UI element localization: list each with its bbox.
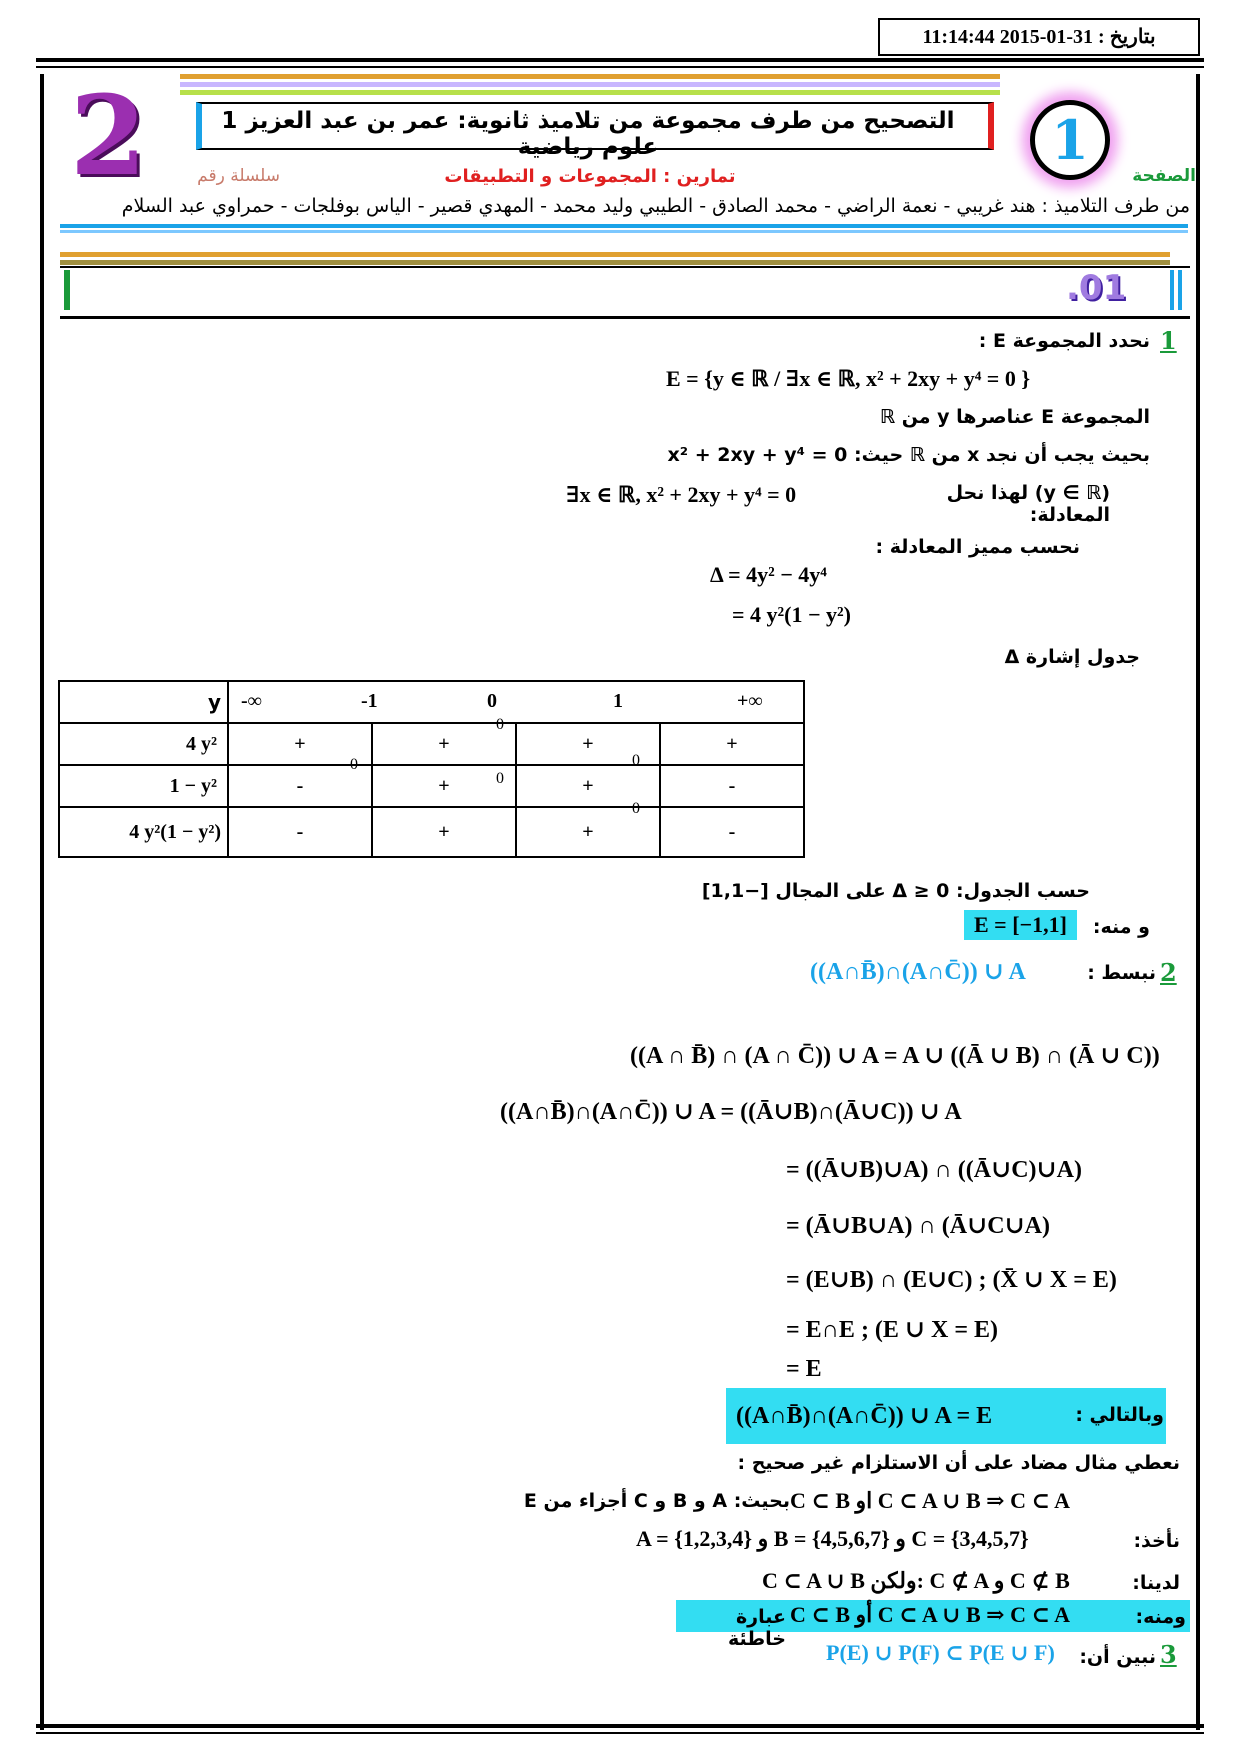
series-label: سلسلة رقم (197, 166, 280, 186)
part2-number: 2 (1160, 958, 1177, 987)
zero-mark: 0 (496, 770, 504, 787)
bottom-rule-thin (36, 1732, 1204, 1734)
zero-mark: 0 (496, 716, 504, 733)
table-row: 4 y²(1 − y²) - + + - (59, 807, 804, 857)
result-label: وبالتالي : (1075, 1404, 1164, 1426)
top-rule (36, 58, 1204, 62)
delta-line-2: = 4 y²(1 − y²) (732, 602, 851, 627)
students-list: من طرف التلاميذ : هند غريبي - نعمة الراضي - محمد الصادق - الطيبي وليد محمد - المهدي قصير - الياس بوفلجات - حمراوي عبد السلام (121, 195, 1190, 217)
zero-mark: 0 (350, 756, 358, 773)
sign-table (58, 680, 805, 858)
sign-table-label: جدول إشارة Δ (1004, 646, 1140, 668)
line-solve-label: (y ∈ ℝ) لهذا نحل المعادلة: (946, 482, 1110, 526)
frame-right (1196, 74, 1200, 1730)
derivation-step-1: ((A∩B̄)∩(A∩C̄)) ∪ A = ((Ā∪B)∩(Ā∪C)) ∪ A (500, 1099, 962, 1125)
page-label: الصفحة (1132, 166, 1196, 186)
thus-label: ومنه: (1135, 1606, 1186, 1628)
series-number-badge: 2 (70, 71, 147, 200)
line-elements: المجموعة E عناصرها y من ℝ (879, 406, 1150, 428)
conclusion-result: E = [−1,1] (964, 910, 1077, 940)
part3-statement: P(E) ∪ P(F) ⊂ P(E ∪ F) (826, 1640, 1055, 1665)
part1-number: 1 (1160, 326, 1177, 355)
zero-mark: 0 (632, 752, 640, 769)
part2-expression: ((A∩B̄)∩(A∩C̄)) ∪ A (810, 959, 1026, 985)
part3-heading: نبين أن: (1079, 1646, 1156, 1668)
set-definition: E = {y ∈ ℝ / ∃x ∈ ℝ, x² + 2xy + y⁴ = 0 } (666, 366, 1031, 391)
exercise-number: .01 (1066, 268, 1127, 308)
date-stamp: بتاريخ : 31-01-2015 11:14:44 (878, 18, 1200, 56)
top-rule-thin (36, 66, 1204, 68)
part1-heading: نحدد المجموعة E : (978, 330, 1150, 352)
derivation-step-6: = E (786, 1356, 822, 1382)
derivation-step-5: = E∩E ; (E ∪ X = E) (786, 1317, 999, 1343)
derivation-step-3: = (Ā∪B∪A) ∩ (Ā∪C∪A) (786, 1213, 1050, 1239)
derivation-step-2: = ((Ā∪B)∪A) ∩ ((Ā∪C)∪A) (786, 1157, 1082, 1183)
result-math: ((A∩B̄)∩(A∩C̄)) ∪ A = E (736, 1403, 993, 1429)
delta-line-1: Δ = 4y² − 4y⁴ (710, 562, 827, 587)
table-row: 1 − y² - + + - (59, 765, 804, 807)
conclusion-delta: حسب الجدول: Δ ≥ 0 على المجال [−1,1] (701, 880, 1090, 902)
thus-implication: C ⊂ B أو C ⊂ A ∪ B ⇒ C ⊂ A (790, 1602, 1071, 1627)
frame-left (40, 74, 44, 1730)
zero-mark: 0 (632, 800, 640, 817)
page-title: التصحيح من طرف مجموعة من تلاميذ ثانوية: عمر بن عبد العزيز 1 علوم رياضية (221, 108, 955, 160)
bottom-rule (36, 1724, 1204, 1728)
conclusion-label: و منه: (1092, 916, 1150, 938)
part2-heading: نبسط : (1087, 962, 1156, 984)
discriminant-label: نحسب مميز المعادلة : (875, 536, 1080, 558)
table-header-y: y (59, 681, 228, 723)
have-label: لدينا: (1132, 1572, 1180, 1594)
have-relations: C ⊂ A ∪ B ولكن: C ⊄ A و C ⊄ B (762, 1568, 1070, 1593)
counterexample-implication: C ⊂ B او C ⊂ A ∪ B ⇒ C ⊂ A (790, 1488, 1071, 1513)
exercises-label: تمارين : المجموعات و التطبيقات (444, 166, 736, 187)
take-label: نأخذ: (1133, 1530, 1180, 1552)
table-header-values: -∞ -1 0 1 +∞ (228, 681, 804, 723)
line-solve-math: ∃x ∈ ℝ, x² + 2xy + y⁴ = 0 (566, 482, 797, 507)
derivation-line-0: ((A ∩ B̄) ∩ (A ∩ C̄)) ∪ A = A ∪ ((Ā ∪ B) ∩ (Ā ∪ C)) (630, 1043, 1160, 1069)
part3-number: 3 (1160, 1640, 1177, 1669)
page-number-badge: 1 (1030, 100, 1110, 180)
counterexample-parts: بحيث: A و B و C أجزاء من E (523, 1490, 790, 1512)
derivation-step-4: = (E∪B) ∩ (E∪C) ; (X̄ ∪ X = E) (786, 1267, 1117, 1293)
table-row: 4 y² + + + + (59, 723, 804, 765)
thus-false: عبارة خاطئة (727, 1606, 786, 1650)
take-sets: A = {1,2,3,4} و B = {4,5,6,7} و C = {3,4,5,7} (636, 1526, 1029, 1551)
counterexample-label: نعطي مثال مضاد على أن الاستلزام غير صحيح : (737, 1452, 1180, 1474)
line-find-x: بحيث يجب أن نجد x من ℝ حيث: x² + 2xy + y⁴ = 0 (667, 444, 1150, 466)
